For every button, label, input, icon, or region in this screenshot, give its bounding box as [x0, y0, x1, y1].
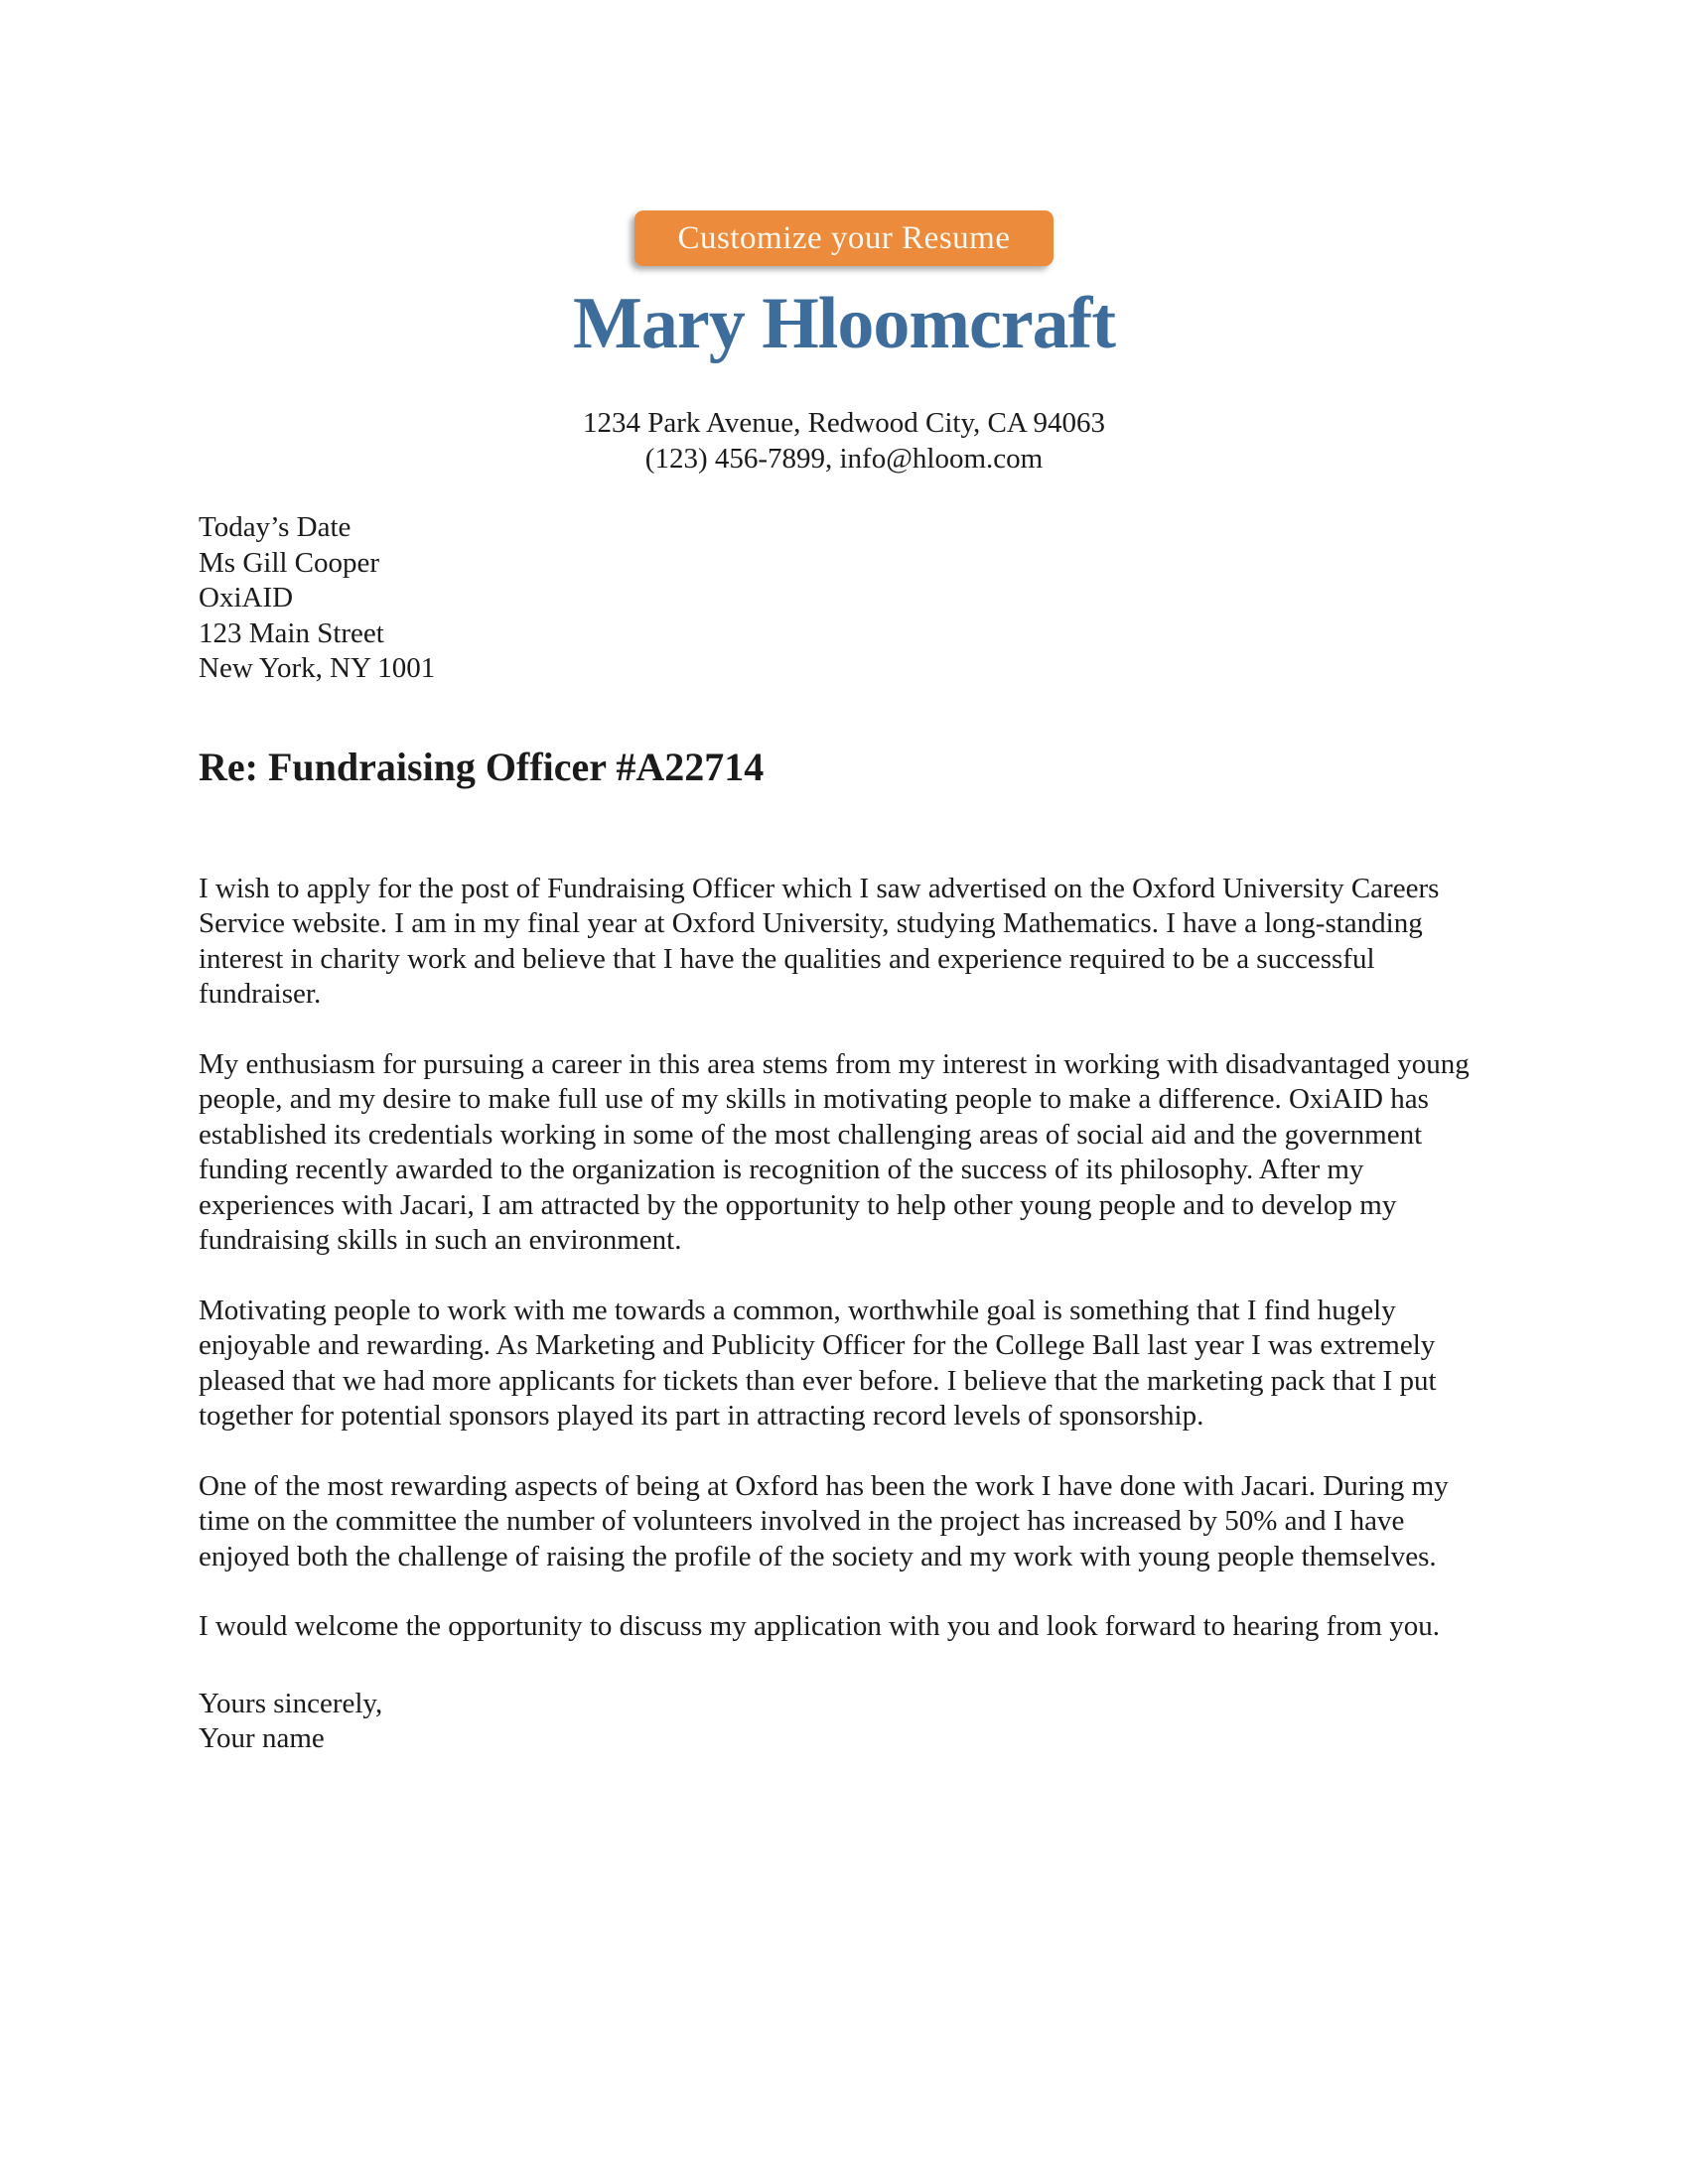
letter-header — [0, 0, 1688, 477]
recipient-line-name: Ms Gill Cooper — [199, 546, 380, 579]
customize-button-row — [0, 0, 1688, 266]
body-paragraph-1: I wish to apply for the post of Fundraising Officer which I saw advertised on the Oxford University Careers Service website. I am in my final year at Oxford University, studying Mathematics. I have a long-standing interest in charity work and believe that I have the qualities and experience required to be a successful fundraiser. — [199, 872, 1440, 1010]
signature-line: Your name — [199, 1722, 325, 1754]
page-title-name: Mary Hloomcraft — [573, 283, 1115, 364]
body-paragraph-2: My enthusiasm for pursuing a career in this area stems from my interest in working with disadvantaged young people, and my desire to make full use of my skills in motivating people to make a difference. OxiAID has established its credentials working in some of the most challenging areas of social aid and the government funding recently awarded to the organization is recognition of the success of its philosophy. After my experiences with Jacari, I am attracted by the opportunity to help other young people and to develop my fundraising skills in such an environment. — [199, 1047, 1470, 1256]
recipient-line-company: OxiAID — [199, 582, 294, 614]
customize-resume-button[interactable]: Customize your Resume — [634, 210, 1055, 266]
body-paragraph-3: Motivating people to work with me towards a common, worthwhile goal is something that I find hugely enjoyable and rewarding. As Marketing and Publicity Officer for the College Ball last year I was extremely pleased that we had more applicants for tickets than ever before. I believe that the marketing pack that I put together for potential sponsors played its part in attracting record levels of sponsorship. — [199, 1294, 1437, 1432]
subject-line: Re: Fundraising Officer #A22714 — [199, 744, 765, 789]
letter-body — [199, 510, 1481, 1757]
body-paragraph-5: I would welcome the opportunity to discuss my application with you and look forward to hearing from you. — [199, 1610, 1440, 1642]
phone-email-line: (123) 456-7899, info@hloom.com — [644, 443, 1044, 475]
recipient-line-date: Today’s Date — [199, 511, 352, 543]
recipient-line-street: 123 Main Street — [199, 616, 384, 649]
recipient-line-city: New York, NY 1001 — [199, 652, 436, 684]
closing-block — [199, 1687, 1481, 1757]
address-line: 1234 Park Avenue, Redwood City, CA 94063 — [582, 407, 1105, 439]
letter-paragraphs — [199, 872, 1481, 1645]
recipient-block — [199, 510, 1481, 687]
closing-line: Yours sincerely, — [199, 1687, 383, 1719]
contact-block — [0, 405, 1688, 477]
body-paragraph-4: One of the most rewarding aspects of being at Oxford has been the work I have done with Jacari. During my time on the committee the number of volunteers involved in the project has increased by 50% and I have enjoyed both the challenge of raising the profile of the society and my work with young people themselves. — [199, 1469, 1449, 1572]
